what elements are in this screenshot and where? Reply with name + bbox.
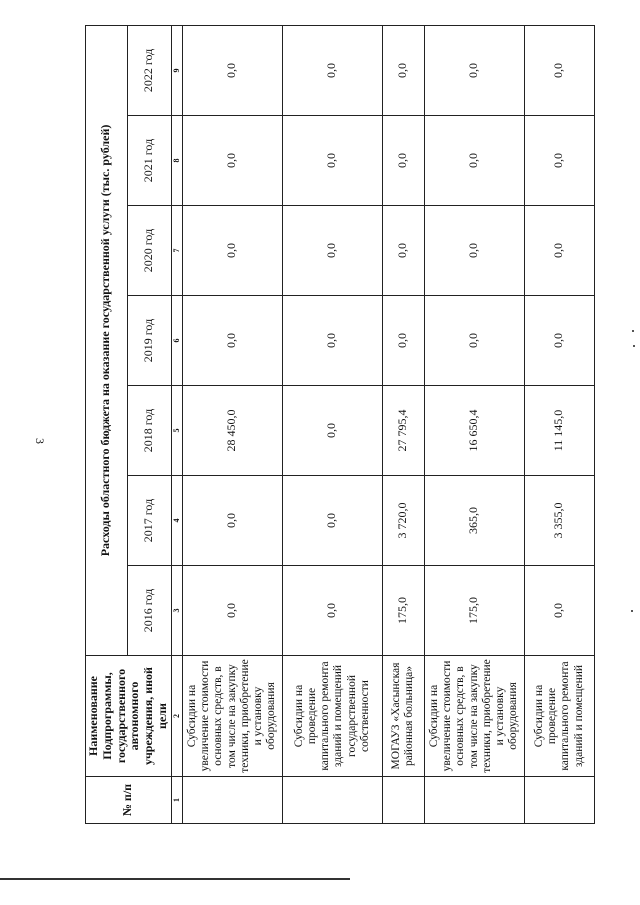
cell-2016: 175,0 bbox=[424, 566, 524, 656]
header-year-2021: 2021 год bbox=[127, 116, 171, 206]
cell-2017: 3 355,0 bbox=[524, 476, 594, 566]
cell-2017: 0,0 bbox=[282, 476, 382, 566]
cell-2019: 0,0 bbox=[524, 296, 594, 386]
cell-2016: 0,0 bbox=[182, 566, 282, 656]
row-name: МОГАУЗ «Хасынская районная больница» bbox=[382, 656, 424, 777]
column-number-3: 3 bbox=[171, 566, 182, 656]
header-year-2020: 2020 год bbox=[127, 206, 171, 296]
cell-2022: 0,0 bbox=[382, 25, 424, 115]
header-year-2022: 2022 год bbox=[127, 25, 171, 115]
header-year-2018: 2018 год bbox=[127, 386, 171, 476]
cell-2018: 27 795,4 bbox=[382, 386, 424, 476]
cell-2019: 0,0 bbox=[182, 296, 282, 386]
cell-2022: 0,0 bbox=[424, 25, 524, 115]
cell-2021: 0,0 bbox=[282, 116, 382, 206]
column-number-5: 5 bbox=[171, 386, 182, 476]
cell-2016: 0,0 bbox=[282, 566, 382, 656]
column-number-4: 4 bbox=[171, 476, 182, 566]
scan-speck bbox=[631, 610, 633, 612]
cell-2022: 0,0 bbox=[282, 25, 382, 115]
cell-2019: 0,0 bbox=[282, 296, 382, 386]
cell-2016: 0,0 bbox=[524, 566, 594, 656]
row-name: Субсидии на проведение капитального ремонта зданий и помещений государственной собственности bbox=[282, 656, 382, 777]
cell-2019: 0,0 bbox=[382, 296, 424, 386]
cell-2022: 0,0 bbox=[524, 25, 594, 115]
row-number bbox=[282, 777, 382, 824]
cell-2018: 11 145,0 bbox=[524, 386, 594, 476]
cell-2016: 175,0 bbox=[382, 566, 424, 656]
cell-2017: 0,0 bbox=[182, 476, 282, 566]
cell-2020: 0,0 bbox=[182, 206, 282, 296]
cell-2019: 0,0 bbox=[424, 296, 524, 386]
cell-2021: 0,0 bbox=[182, 116, 282, 206]
cell-2018: 28 450,0 bbox=[182, 386, 282, 476]
cell-2017: 3 720,0 bbox=[382, 476, 424, 566]
row-name: Субсидии на проведение капитального ремонта зданий и помещений bbox=[524, 656, 594, 777]
scan-speck bbox=[633, 345, 635, 347]
column-number-6: 6 bbox=[171, 296, 182, 386]
row-number bbox=[524, 777, 594, 824]
cell-2020: 0,0 bbox=[282, 206, 382, 296]
table-row bbox=[424, 25, 524, 823]
cell-2018: 16 650,4 bbox=[424, 386, 524, 476]
cell-2017: 365,0 bbox=[424, 476, 524, 566]
header-name: Наименование Подпрограммы, государственного автономного учреждения, иной цели bbox=[86, 656, 172, 777]
column-number-9: 9 bbox=[171, 25, 182, 115]
row-name: Субсидии на увеличение стоимости основных средств, в том числе на закупку техники, приобретение и установку оборудования bbox=[182, 656, 282, 777]
table-row bbox=[282, 25, 382, 823]
bottom-scan-rule bbox=[0, 878, 350, 880]
column-number-1: 1 bbox=[171, 777, 182, 824]
column-number-8: 8 bbox=[171, 116, 182, 206]
table-row bbox=[182, 25, 282, 823]
cell-2018: 0,0 bbox=[282, 386, 382, 476]
header-year-2016: 2016 год bbox=[127, 566, 171, 656]
rotated-table-wrapper bbox=[85, 26, 585, 824]
table-row bbox=[524, 25, 594, 823]
header-year-2017: 2017 год bbox=[127, 476, 171, 566]
table-row bbox=[382, 25, 424, 823]
column-number-2: 2 bbox=[171, 656, 182, 777]
row-number bbox=[424, 777, 524, 824]
cell-2021: 0,0 bbox=[524, 116, 594, 206]
page-number: 3 bbox=[33, 438, 47, 444]
cell-2021: 0,0 bbox=[424, 116, 524, 206]
header-number: № п/п bbox=[86, 777, 172, 824]
row-number bbox=[182, 777, 282, 824]
cell-2020: 0,0 bbox=[424, 206, 524, 296]
cell-2021: 0,0 bbox=[382, 116, 424, 206]
cell-2020: 0,0 bbox=[382, 206, 424, 296]
row-name: Субсидии на увеличение стоимости основных средств, в том числе на закупку техники, приобретение и установку оборудования bbox=[424, 656, 524, 777]
scan-speck bbox=[632, 330, 634, 332]
cell-2020: 0,0 bbox=[524, 206, 594, 296]
cell-2022: 0,0 bbox=[182, 25, 282, 115]
budget-table bbox=[85, 25, 595, 824]
header-year-2019: 2019 год bbox=[127, 296, 171, 386]
header-expenses-group: Расходы областного бюджета на оказание государственной услуги (тыс. рублей) bbox=[86, 25, 128, 655]
row-number bbox=[382, 777, 424, 824]
column-number-7: 7 bbox=[171, 206, 182, 296]
